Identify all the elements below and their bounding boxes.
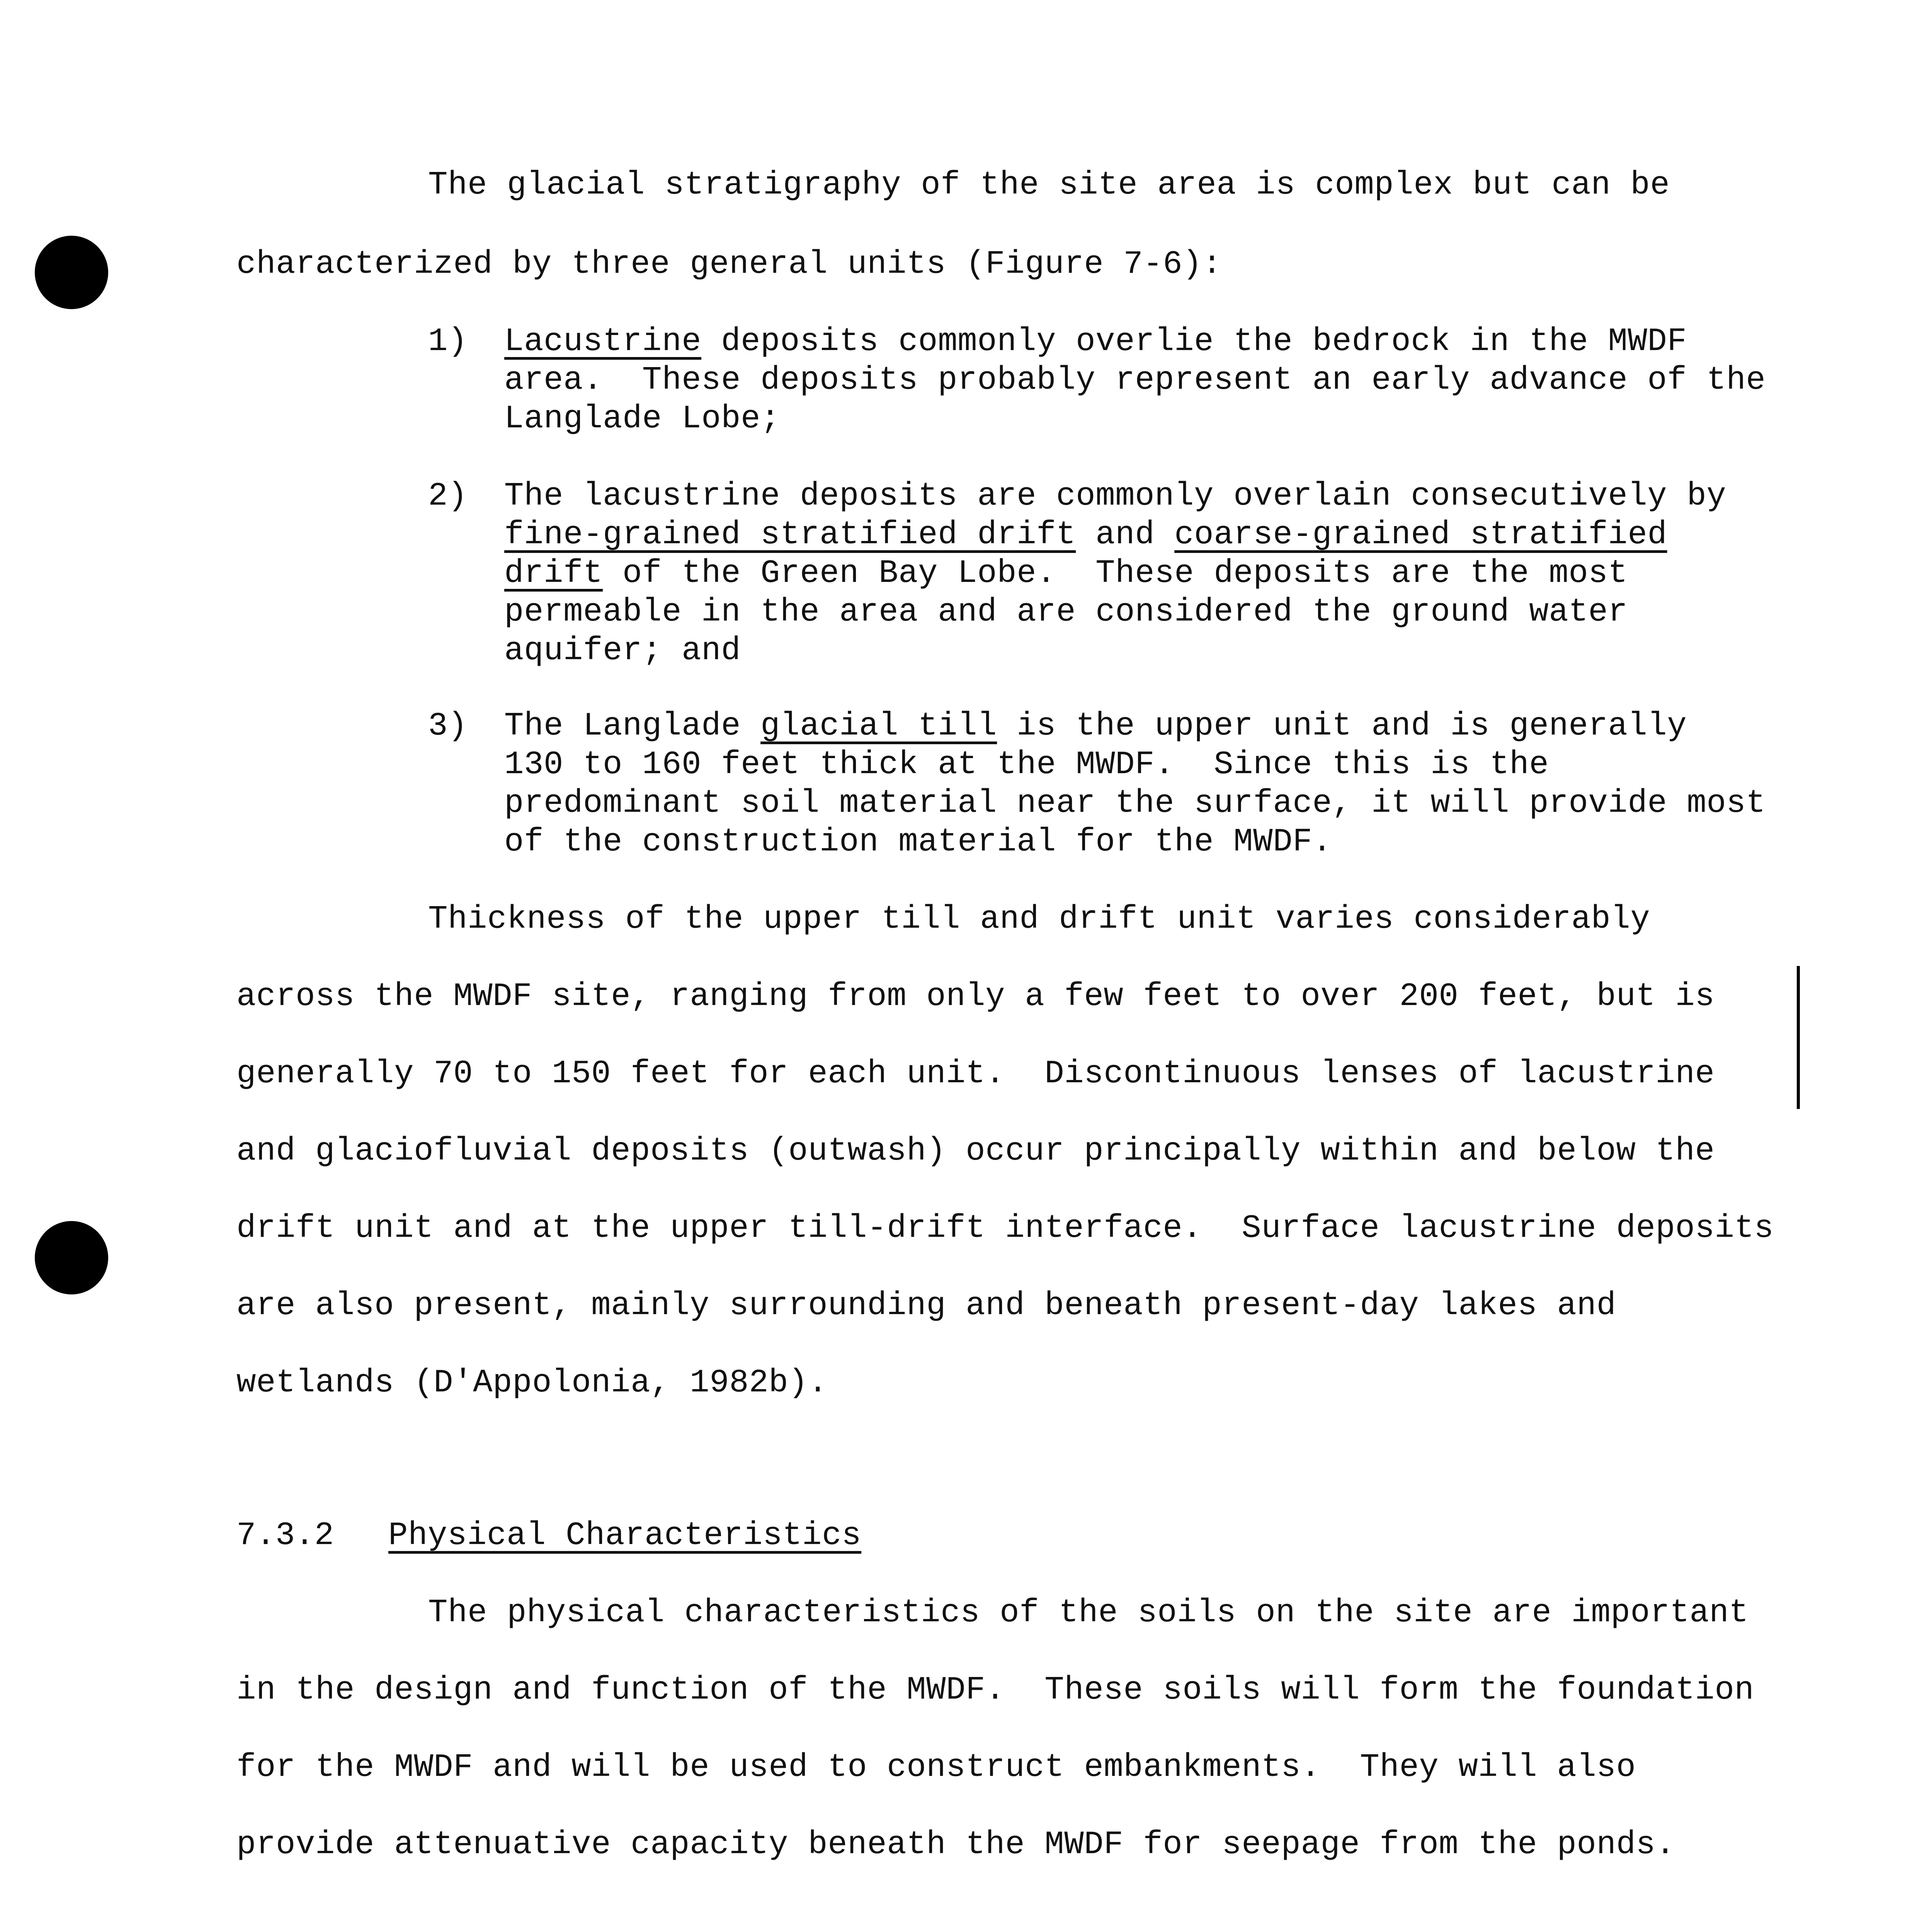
list-item-3-line-4: of the construction material for the MWDF. [504,824,1332,861]
list-item-3-number: 3) [428,708,468,745]
paragraph-3-line-1: The physical characteristics of the soils on the site are important [428,1595,1749,1631]
term-coarse-grained-stratified: coarse-grained stratified [1174,517,1667,553]
list-item-3-line-3: predominant soil material near the surface, it will provide most [504,785,1766,822]
list-item-2-number: 2) [428,478,468,515]
paragraph-3-line-3: for the MWDF and will be used to construct embankments. They will also [236,1749,1636,1786]
paragraph-3-line-4: provide attenuative capacity beneath the MWDF for seepage from the ponds. [236,1827,1675,1863]
term-fine-grained-stratified-drift: fine-grained stratified drift [504,517,1076,553]
list-item-1-line-2: area. These deposits probably represent an early advance of the [504,362,1766,399]
punch-hole-middle [35,1221,108,1294]
list-item-1-line-3: Langlade Lobe; [504,401,781,437]
paragraph-2-line-4: and glaciofluvial deposits (outwash) occur principally within and below the [236,1133,1715,1170]
list-item-2-line-1: The lacustrine deposits are commonly overlain consecutively by [504,478,1726,515]
list-item-2-line-3: drift of the Green Bay Lobe. These deposits are the most [504,555,1628,592]
punch-hole-top [35,236,108,309]
paragraph-2-line-3: generally 70 to 150 feet for each unit. Discontinuous lenses of lacustrine [236,1056,1715,1092]
paragraph-2-line-1: Thickness of the upper till and drift unit varies considerably [428,901,1650,938]
list-item-3-line-1: The Langlade glacial till is the upper unit and is generally [504,708,1687,745]
paragraph-1-line-1: The glacial stratigraphy of the site area is complex but can be [428,167,1670,204]
paragraph-2-line-6: are also present, mainly surrounding and beneath present-day lakes and [236,1287,1616,1324]
paragraph-2-line-5: drift unit and at the upper till-drift interface. Surface lacustrine deposits [236,1210,1774,1247]
list-item-2-line-2: fine-grained stratified drift and coarse-grained stratified [504,517,1667,553]
term-lacustrine: Lacustrine [504,323,702,360]
section-number: 7.3.2 [236,1517,334,1554]
section-title: Physical Characteristics [388,1517,862,1554]
paragraph-2-line-7: wetlands (D'Appolonia, 1982b). [236,1365,828,1401]
list-item-1-number: 1) [428,323,468,360]
list-item-2-line-4: permeable in the area and are considered the ground water [504,594,1628,631]
list-item-2-line-5: aquifer; and [504,633,741,669]
revision-change-bar [1797,966,1800,1109]
paragraph-1-line-2: characterized by three general units (Figure 7-6): [236,246,1222,283]
paragraph-2-line-2: across the MWDF site, ranging from only a few feet to over 200 feet, but is [236,978,1715,1015]
list-item-3-line-2: 130 to 160 feet thick at the MWDF. Since this is the [504,747,1549,783]
paragraph-3-line-2: in the design and function of the MWDF. These soils will form the foundation [236,1672,1754,1709]
term-drift: drift [504,555,603,592]
term-glacial-till: glacial till [760,708,997,745]
list-item-1-line-1: Lacustrine deposits commonly overlie the bedrock in the MWDF [504,323,1687,360]
